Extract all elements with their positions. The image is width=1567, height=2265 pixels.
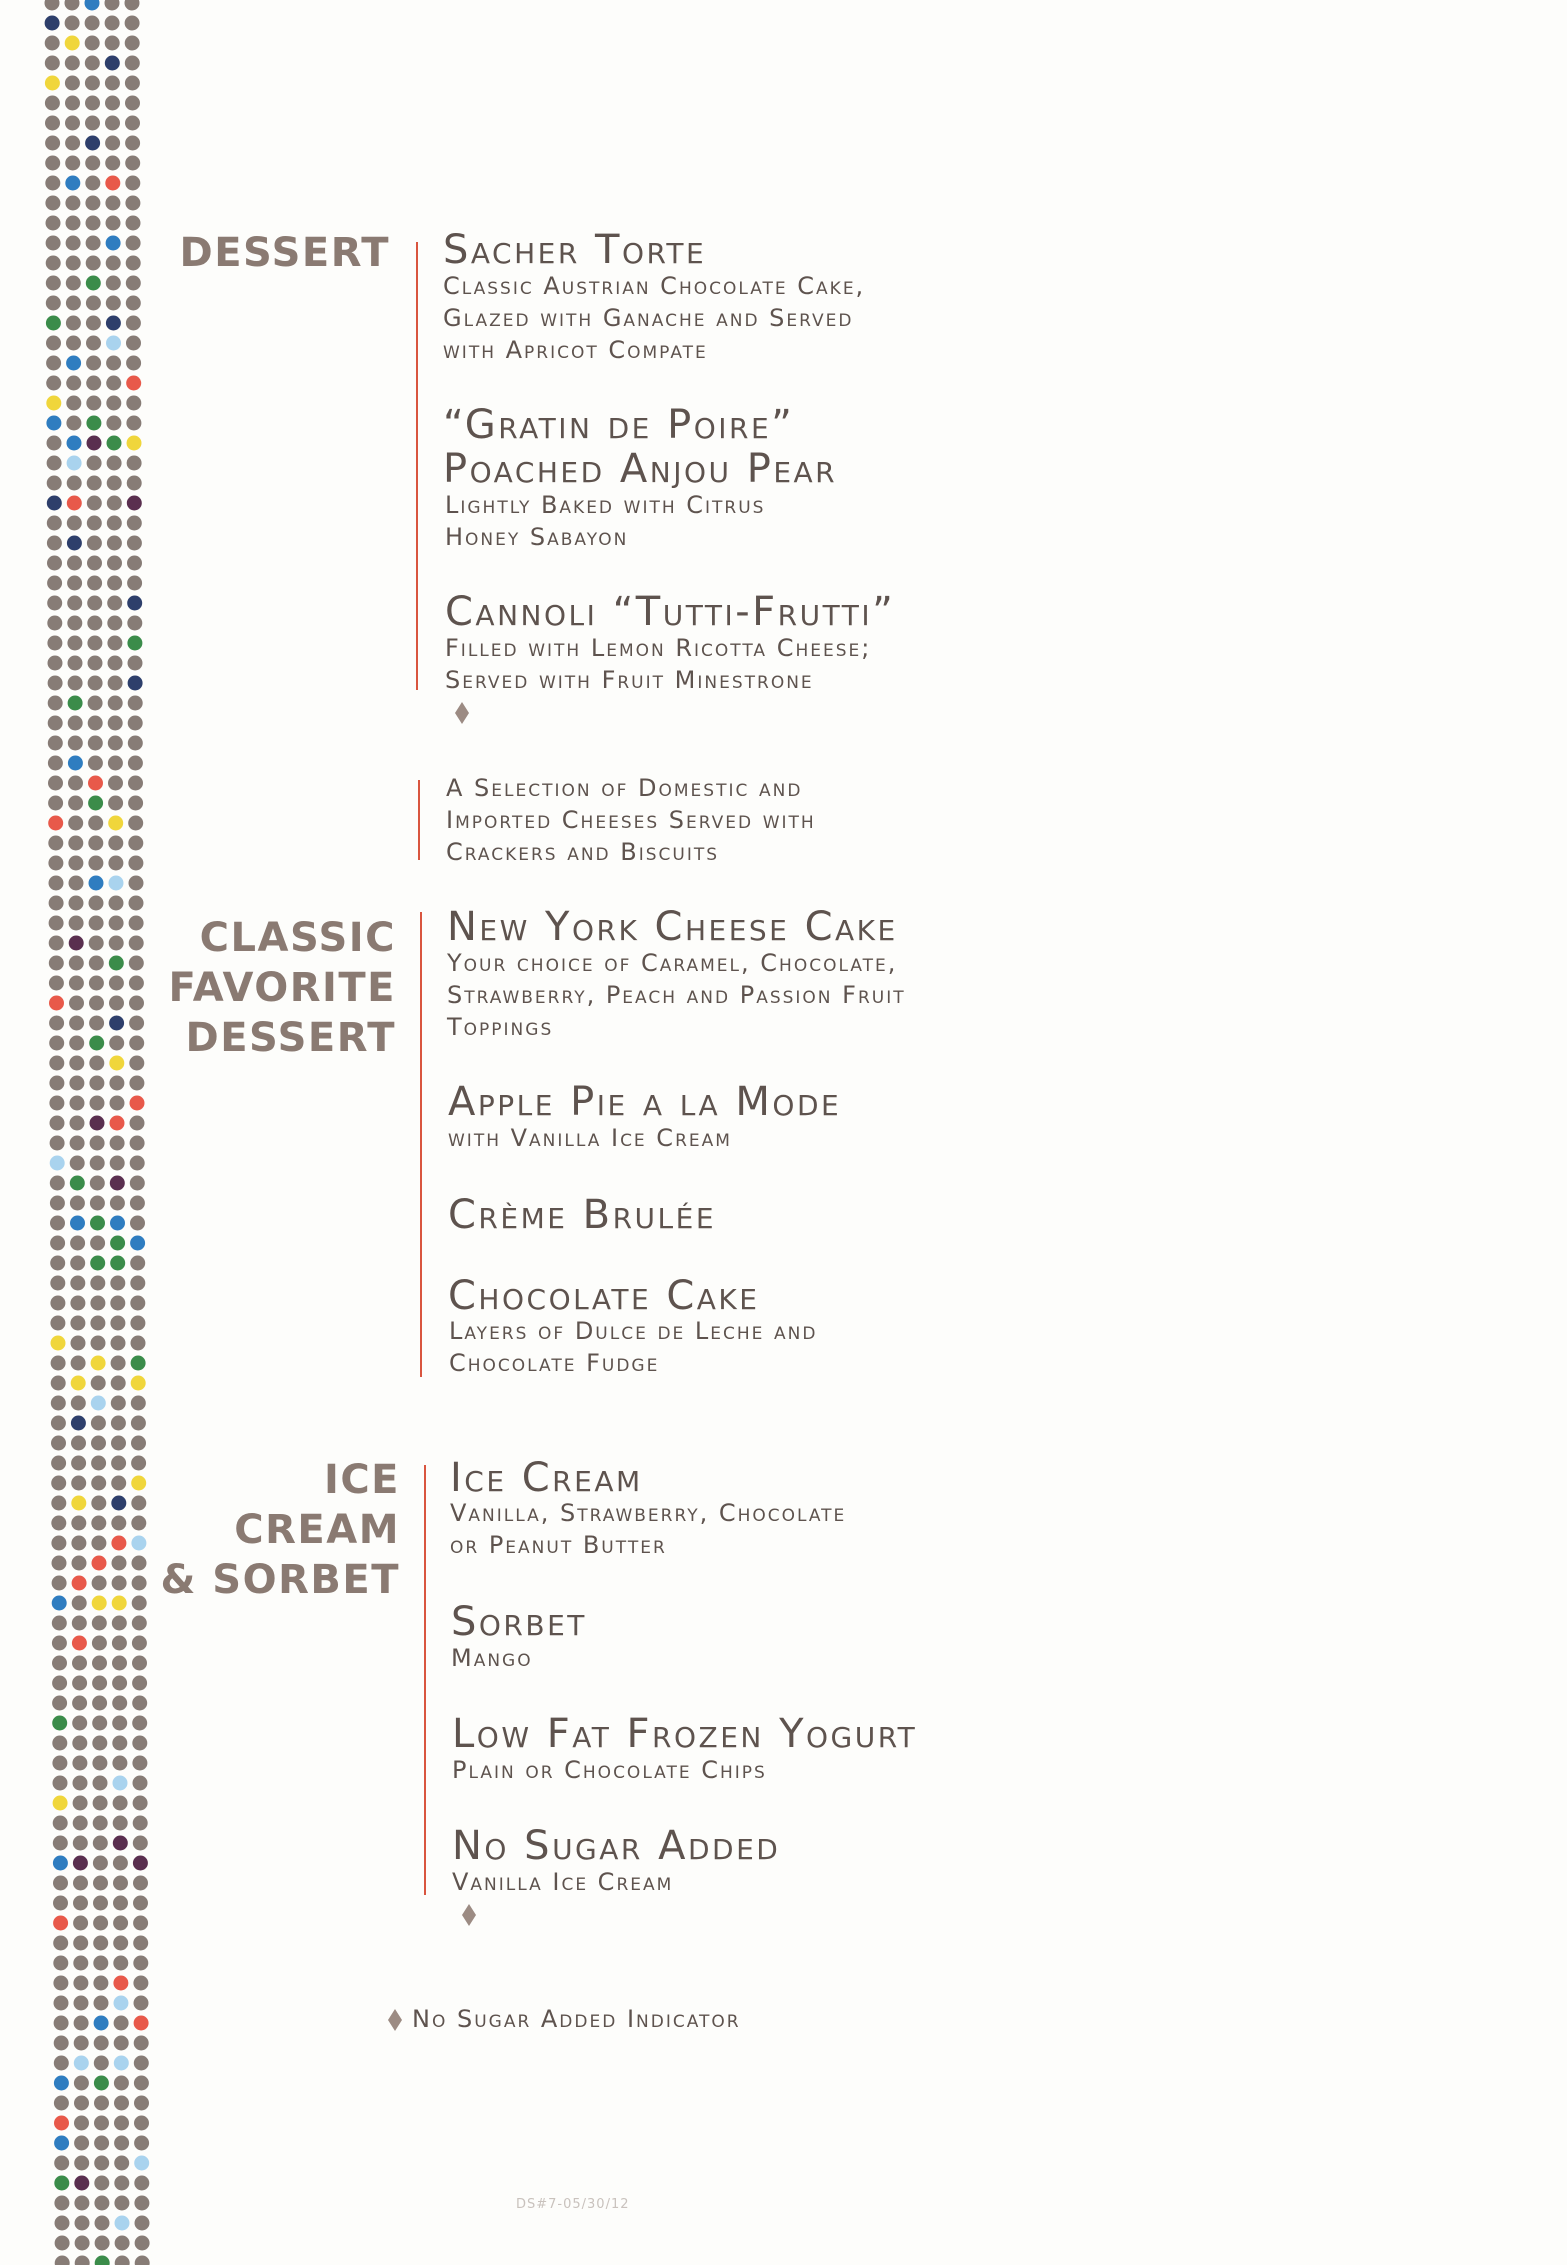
menu-item-description: Lightly Baked with Citrus Honey Sabayon xyxy=(445,491,766,551)
menu-item-name: Chocolate Cake xyxy=(448,1273,760,1319)
section-title-classic-favorite: CLASSIC FAVORITE DESSERT xyxy=(168,915,396,1061)
menu-item-description: Vanilla, Strawberry, Chocolate or Peanut Butter xyxy=(450,1499,847,1559)
menu-item-description: Mango xyxy=(451,1644,533,1672)
menu-item-description: with Vanilla Ice Cream xyxy=(448,1124,732,1152)
divider-line xyxy=(418,780,420,860)
divider-line xyxy=(424,1465,426,1895)
diamond-icon xyxy=(388,2009,402,2031)
menu-item-name: Cannoli “Tutti-Frutti” xyxy=(445,589,896,635)
divider-line xyxy=(416,242,418,690)
no-sugar-legend xyxy=(388,2005,741,2033)
menu-item-description: Your choice of Caramel, Chocolate, Strawberry, Peach and Passion Fruit Toppings xyxy=(447,949,906,1041)
menu-item-name: New York Cheese Cake xyxy=(447,904,898,950)
menu-item-description: Filled with Lemon Ricotta Cheese; Served with Fruit Minestrone xyxy=(445,632,871,728)
menu-item-description: Classic Austrian Chocolate Cake, Glazed with Ganache and Served with Apricot Compate xyxy=(443,272,866,364)
section-title-dessert: DESSERT xyxy=(179,230,390,276)
document-code: DS#7-05/30/12 xyxy=(516,2197,630,2212)
menu-item-name: Crème Brulée xyxy=(448,1192,717,1238)
menu-item-name: “Gratin de Poire” Poached Anjou Pear xyxy=(443,402,838,492)
menu-item-name: Sacher Torte xyxy=(443,227,707,273)
menu-item-description: A Selection of Domestic and Imported Cheeses Served with Crackers and Biscuits xyxy=(446,774,816,866)
diamond-icon xyxy=(462,1904,476,1926)
decorative-dot-strip xyxy=(40,0,150,2265)
menu-item-description: Plain or Chocolate Chips xyxy=(452,1756,767,1784)
divider-line xyxy=(420,912,422,1377)
menu-item-name: No Sugar Added xyxy=(452,1823,781,1869)
menu-item-name: Sorbet xyxy=(451,1599,587,1645)
diamond-icon xyxy=(455,702,469,724)
menu-item-name: Apple Pie a la Mode xyxy=(448,1079,842,1125)
menu-item-description: Vanilla Ice Cream xyxy=(452,1866,673,1930)
menu-item-name: Ice Cream xyxy=(450,1455,643,1501)
menu-item-description: Layers of Dulce de Leche and Chocolate Fudge xyxy=(449,1317,818,1377)
legend-label: No Sugar Added Indicator xyxy=(412,2005,741,2033)
menu-item-name: Low Fat Frozen Yogurt xyxy=(452,1711,918,1757)
section-title-ice-cream-sorbet: ICE CREAM & SORBET xyxy=(160,1457,400,1603)
